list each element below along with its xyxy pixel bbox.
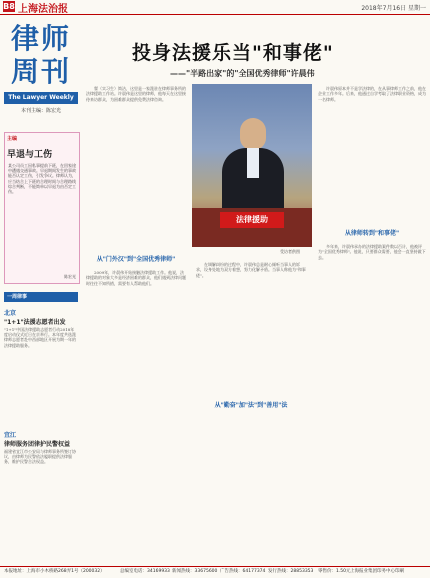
editor-column-tag: 主编 (7, 136, 18, 142)
weekly-briefs-tag: 一周律事 (4, 292, 78, 302)
article-paragraph: 2009年，许晨伟开始接触法律援助工作。他说，法律援助的对象大多是经济困难的群众，他们遇到法律问题时往往不知所措，需要有人帮助他们。 (86, 270, 186, 286)
newspaper-name: 上海法治报 (18, 4, 68, 15)
photo-desk-sign: 法律援助 (220, 212, 284, 228)
brief-region: 北京 (4, 310, 17, 317)
editor-column-title: 早退与工伤 (7, 150, 53, 160)
article-paragraph: 多年来，许晨伟承办的法律援助案件数以百计，他被评为"全国优秀律师"。他说，只要群众需要，他会一直坚持做下去。 (318, 244, 426, 260)
footer-phone: 广告热线：64177374 (220, 569, 266, 574)
article-section-title: 从"门外汉"到"全国优秀律师" (96, 256, 176, 263)
section-title: 律师周刊 (10, 22, 71, 88)
section-english-title: The Lawyer Weekly (4, 92, 78, 104)
footer-address: 本报地址：上海市小木桥路268弄1号（200032） (4, 569, 105, 574)
article-column (196, 262, 306, 279)
article-column (86, 270, 186, 287)
page-number-badge: B8 (3, 2, 15, 11)
brief-region: 宜江 (4, 432, 17, 439)
article-paragraph: 许晨伟原本并不是学法律的，在从事律师工作之前，他在企业工作多年。后来，他通过自学考取了法律职业资格，成为一名律师。 (318, 86, 426, 102)
article-paragraph: 翟（实习生）简洁，这里是一家派驻在律师事务所的法律援助工作站。许晨伟是这里的律师，他每天在这里接待来访群众，为困难群众提供免费法律咨询。 (86, 86, 186, 102)
footer-phone: 发行热线：28853353 (268, 569, 314, 574)
article-column (318, 244, 426, 261)
article-column (318, 86, 426, 103)
newspaper-footer (0, 566, 430, 578)
brief-headline: "1+1"法援志愿者出发 (4, 319, 66, 326)
article-photo (192, 84, 312, 247)
editor-column-signature: 陈宏光 (64, 274, 76, 279)
photo-credit: 受访者供图 (280, 249, 300, 254)
photo-subject-face (240, 118, 266, 150)
article-column (86, 86, 186, 103)
article-subheadline: ——"半路出家"的"全国优秀律师"许晨伟 (170, 69, 315, 78)
section-editor: 本刊主编：陈宏光 (20, 108, 61, 114)
footer-phone: 新闻热线：33675600 (172, 569, 218, 574)
brief-body: 福建省宜江市公安局与律师事务所签订协议，由律师为民警依法履职提供法律服务，维护民警合法权益。 (4, 449, 76, 465)
section-masthead (4, 22, 78, 118)
footer-phone: 总编室电话：34169933 (120, 569, 170, 574)
article-section-title: 从"勤奋"加"法"到"善用"法 (214, 402, 288, 409)
article-paragraph: 在调解纠纷的过程中，许晨伟总是耐心倾听当事人的诉求，设身处地为双方着想，努力化解矛盾。当事人称他为"和事佬"。 (196, 262, 306, 278)
footer-printer: 上海报业集团印务中心印刷 (350, 569, 404, 574)
weekly-briefs (4, 292, 78, 562)
article-section-title: 从律师转到"和事佬" (344, 230, 400, 237)
editor-column-text: 某公司员工因私事提前下班，在回家途中遭遇交通事故。早退期间发生的事故能否认定工伤，引发争议。律师认为，应当结合上下班的合理时间与合理路线综合判断，不能简单以早退为由否定工伤。 (8, 163, 76, 195)
footer-price: 零售价：1.50元 (318, 569, 351, 574)
brief-body: "1+1"中国法律援助志愿者行动2018年度启动仪式近日在京举行。本年度共选派律师志愿者赴中西部地区开展为期一年的法律援助服务。 (4, 327, 76, 348)
photo-subject-shirt (247, 148, 259, 178)
brief-headline: 律师服务团律护民警权益 (4, 441, 71, 448)
editor-column-box (4, 132, 80, 284)
article-headline: 投身法援乐当"和事佬" (132, 42, 334, 64)
issue-date: 2018年7月16日 星期一 (361, 5, 426, 12)
newspaper-header (0, 0, 430, 15)
